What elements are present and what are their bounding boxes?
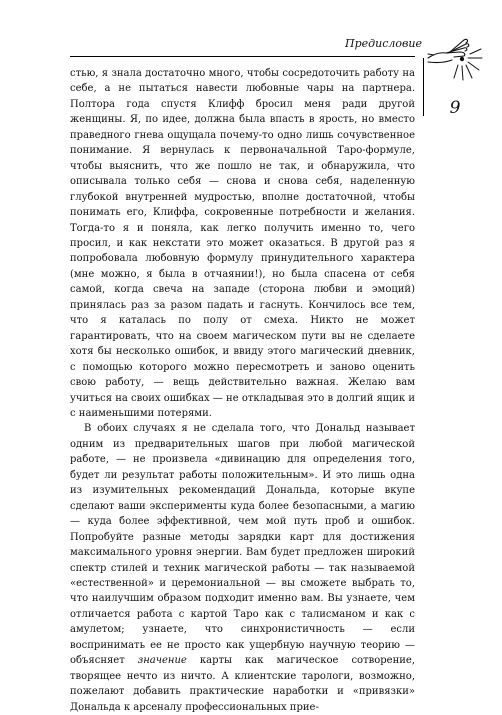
paragraph-text: стью, я знала достаточно много, чтобы сосредоточить работу на себе, а не пытаться навести любовные чары на партнера. Полтора года спустя Клифф бросил меня ради другой женщины. Я, по идее, должна была впасть в ярость, но вместо праведного гнева ощущала почему-то одно лишь сочувственное понимание. Я вернулась к первоначальной Таро-формуле, чтобы выяснить, что же пошло не так, и обнаружила, что описывала только себя — снова и снова себя, наделенную глубокой внутренней мудростью, вполне достаточной, чтобы понимать его, Клиффа, сокровенные потребности и желания. Тогда-то я и поняла, как легко получить именно то, чего просил, и как некстати это может оказаться. В другой раз я попробовала любовную формулу принудительного характера (мне можно, я была в отчаянии!), но была спасена от себя самой, когда свеча на западе (сторона любви и эмоций) принялась раз за разом падать и гаснуть. Кончилось все тем, что я каталась по полу от смеха. Никто не может гарантировать, что на своем магическом пути вы не сделаете хотя бы несколько ошибок, и ввиду этого магический дневник, с помощью которого можно пересмотреть и заново оценить свою работу, — вещь действительно важная. Желаю вам учиться на своих ошибках — не откладывая это в долгий ящик и с наименьшими потерями. xyxy=(70,68,415,419)
running-title: Предисловие xyxy=(345,37,422,50)
paragraph-text: карты как магическое сотворение, творящее нечто из ничто. А клиентские тарологи, возможно, пожелают добавить практические наработки и «привязки» Дональда к арсеналу профессиональных прие- xyxy=(70,655,416,713)
paragraph xyxy=(70,421,415,715)
header-rule xyxy=(70,56,415,57)
emphasized-word: значение xyxy=(137,655,187,667)
body-text xyxy=(70,66,415,715)
paragraph xyxy=(70,66,415,421)
page-number: 9 xyxy=(449,98,461,118)
paragraph-text: В обоих случаях я не сделала того, что Дональд называет одним из предварительных шагов при любой магической работе, — не произвела «дивинацию для определения того, будет ли результат работы положительным». И это лишь одна из изумительных рекомендаций Дональда, которые вкупе сделают ваши эксперименты куда более безопасными, а магию — куда более эффективной, чем мой путь проб и ошибок. Попробуйте разные методы зарядки карт для достижения максимального уровня энергии. Вам будет предложен широкий спектр стилей и техник магической работы — так называемой «естественной» и церемониальной — вы сможете выбрать то, что наилучшим образом подходит именно вам. Вы узнаете, чем отличается работа с картой Таро как с талисманом и как с амулетом; узнаете, что синхронистичность — если воспринимать ее не просто как ущербную научную теорию — объясняет xyxy=(70,423,415,667)
radiant-hand-emblem-icon xyxy=(424,32,484,84)
